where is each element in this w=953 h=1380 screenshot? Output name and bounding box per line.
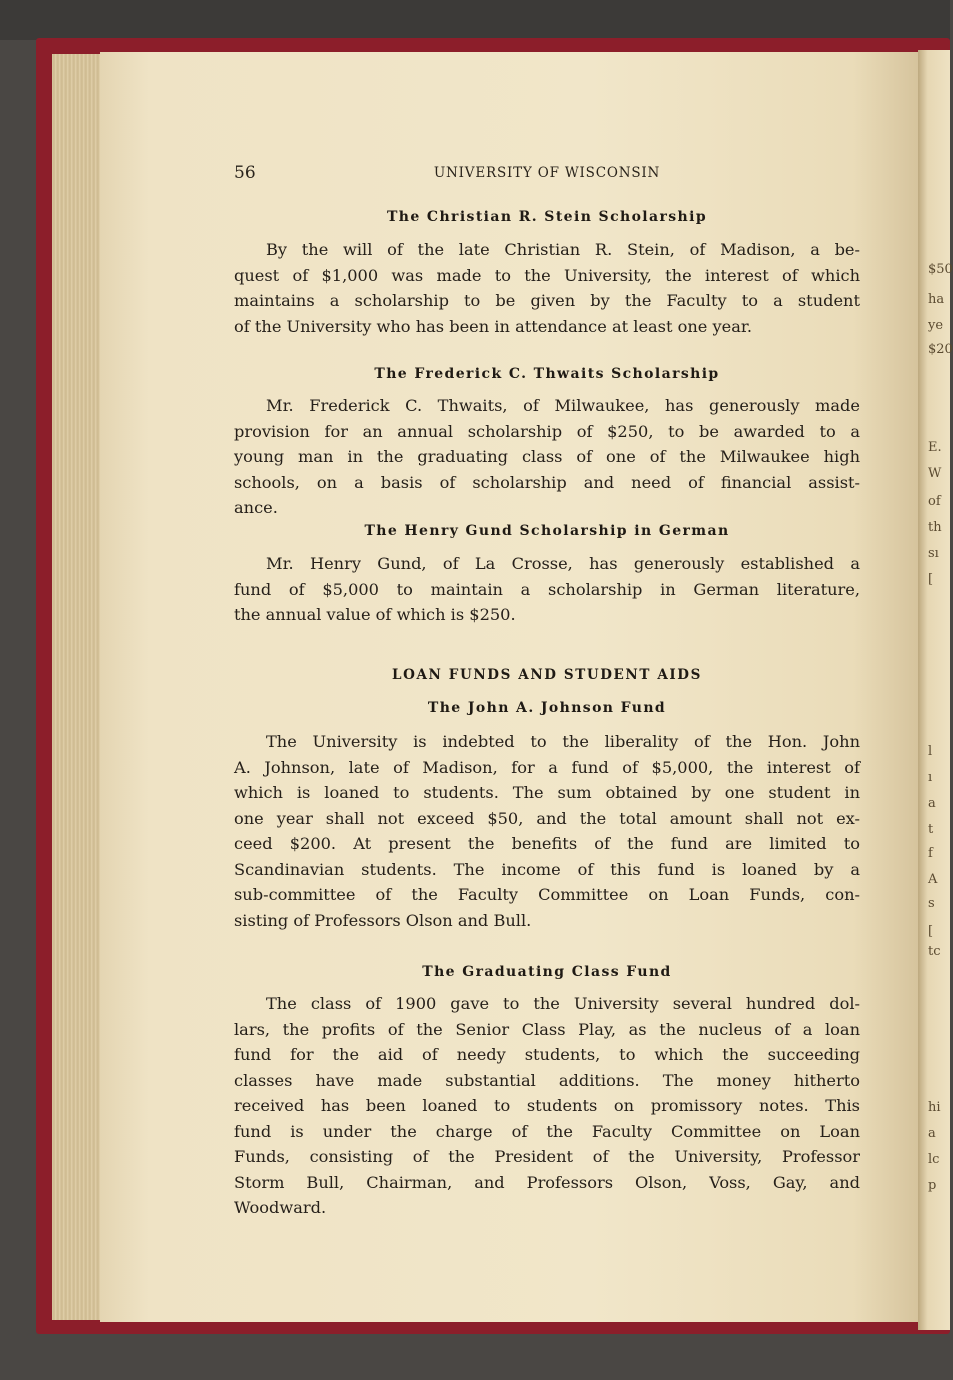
facing-page-glyph: A xyxy=(928,872,938,887)
facing-page-glyph: of xyxy=(928,494,941,509)
text-line: schools, on a basis of scholarship and need of financial assist- xyxy=(234,472,860,492)
gund-paragraph xyxy=(234,551,860,628)
text-line: ance. xyxy=(234,498,278,517)
facing-page-glyph: ı xyxy=(928,770,933,785)
loan-funds-title: LOAN FUNDS AND STUDENT AIDS xyxy=(392,667,702,683)
text-line: Storm Bull, Chairman, and Professors Olson, Voss, Gay, and xyxy=(234,1172,860,1192)
text-line: fund is under the charge of the Faculty Committee on Loan xyxy=(234,1121,860,1141)
facing-page-glyph: $20 xyxy=(928,342,953,357)
text-line: The class of 1900 gave to the University several hundred dol- xyxy=(266,994,860,1013)
text-line: the annual value of which is $250. xyxy=(234,605,516,624)
facing-page-glyph: ha xyxy=(928,292,945,307)
text-line: classes have made substantial additions. The money hitherto xyxy=(234,1070,860,1090)
facing-page-glyph: p xyxy=(928,1178,937,1193)
facing-page-glyph: [ xyxy=(928,924,934,939)
stein-heading: The Christian R. Stein Scholarship xyxy=(386,209,708,225)
facing-page-glyph: [ xyxy=(928,572,934,587)
text-line: Mr. Henry Gund, of La Crosse, has generously established a xyxy=(266,554,860,573)
background-top xyxy=(0,0,950,40)
facing-page-glyph: sı xyxy=(928,546,939,561)
facing-page-glyph: tc xyxy=(928,944,941,959)
graduating-heading: The Graduating Class Fund xyxy=(422,964,672,980)
text-line: Funds, consisting of the President of the University, Professor xyxy=(234,1147,860,1166)
facing-page-glyph: th xyxy=(928,520,942,535)
johnson-heading: The John A. Johnson Fund xyxy=(427,700,667,716)
text-line: of the University who has been in attendance at least one year. xyxy=(234,316,753,336)
text-line: ceed $200. At present the benefits of the fund are limited to xyxy=(234,834,860,853)
facing-page-glyph: lc xyxy=(928,1152,940,1167)
text-line: young man in the graduating class of one of the Milwaukee high xyxy=(234,447,860,466)
text-line: Mr. Frederick C. Thwaits, of Milwaukee, has generously made xyxy=(266,396,860,415)
graduating-paragraph xyxy=(234,991,860,1221)
thwaits-heading: The Frederick C. Thwaits Scholarship xyxy=(374,366,720,382)
text-line: received has been loaned to students on promissory notes. This xyxy=(234,1096,860,1115)
text-line: The University is indebted to the liberality of the Hon. John xyxy=(266,732,860,751)
facing-page-glyph: s xyxy=(928,896,935,911)
facing-page-glyph: $50 xyxy=(928,262,953,277)
gund-heading: The Henry Gund Scholarship in German xyxy=(364,523,730,539)
text-line: which is loaned to students. The sum obtained by one student in xyxy=(234,783,860,802)
stein-paragraph xyxy=(234,237,860,339)
facing-page-glyph: ye xyxy=(928,318,944,333)
text-line: maintains a scholarship to be given by the Faculty to a student xyxy=(234,291,860,310)
text-line: fund of $5,000 to maintain a scholarship in German literature, xyxy=(234,579,860,599)
facing-page-glyph: t xyxy=(928,822,934,837)
text-line: lars, the profits of the Senior Class Play, as the nucleus of a loan xyxy=(234,1019,860,1039)
text-line: By the will of the late Christian R. Stein, of Madison, a be- xyxy=(266,240,860,259)
facing-page-glyph: hi xyxy=(928,1100,941,1115)
johnson-paragraph xyxy=(234,729,860,933)
facing-page-glyph: f xyxy=(928,846,933,861)
running-head: UNIVERSITY OF WISCONSIN xyxy=(433,165,661,181)
text-line: Woodward. xyxy=(234,1198,327,1217)
thwaits-paragraph xyxy=(234,393,860,521)
facing-page-glyph: E. xyxy=(928,440,942,455)
text-line: sisting of Professors Olson and Bull. xyxy=(234,910,532,930)
text-line: fund for the aid of needy students, to which the succeeding xyxy=(234,1045,860,1064)
page-header xyxy=(234,163,860,187)
facing-page-glyph: W xyxy=(928,466,942,481)
facing-page-glyph: a xyxy=(928,1126,936,1141)
text-line: sub-committee of the Faculty Committee on Loan Funds, con- xyxy=(234,885,860,904)
text-line: provision for an annual scholarship of $250, to be awarded to a xyxy=(234,421,860,441)
facing-page-glyph: a xyxy=(928,796,936,811)
text-line: quest of $1,000 was made to the University, the interest of which xyxy=(234,265,860,285)
page-number: 56 xyxy=(234,163,256,183)
text-line: Scandinavian students. The income of this fund is loaned by a xyxy=(234,859,860,879)
text-line: one year shall not exceed $50, and the total amount shall not ex- xyxy=(234,808,860,828)
facing-page-glyph: l xyxy=(928,744,933,759)
text-line: A. Johnson, late of Madison, for a fund of $5,000, the interest of xyxy=(234,757,860,777)
